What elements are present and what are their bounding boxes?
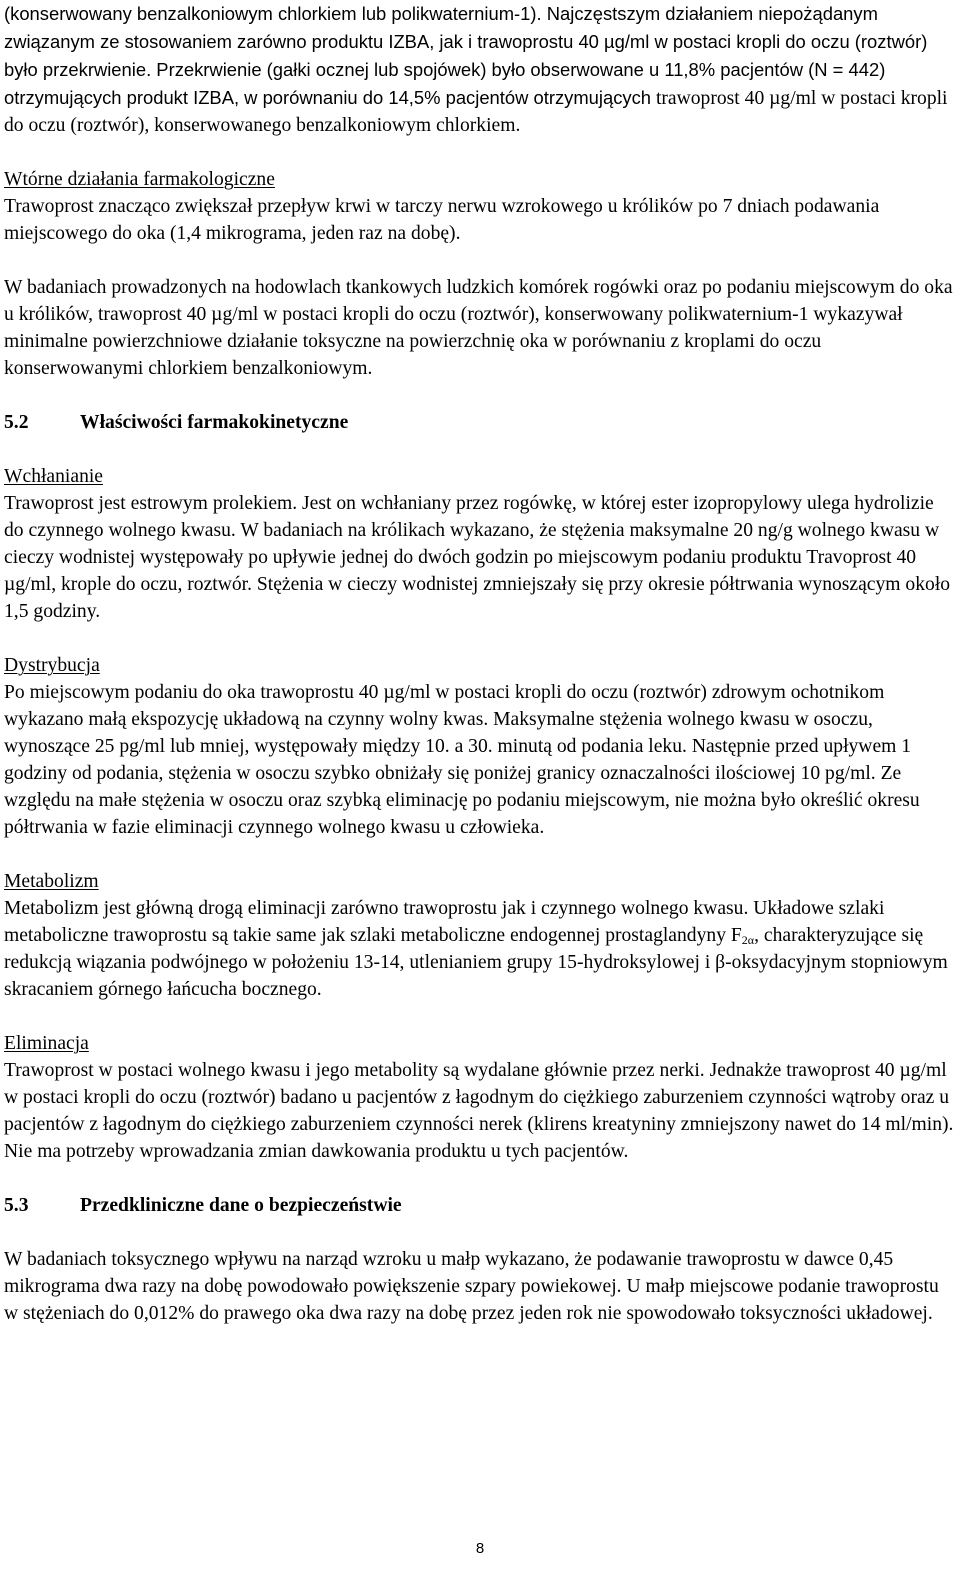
distribution-section (4, 652, 956, 841)
metabolism-text-before: Metabolizm jest główną drogą eliminacji zarówno trawoprostu jak i czynnego wolnego kwasu. Układowe szlaki metaboliczne trawoprostu są takie same jak szlaki metaboliczne endogennej prostaglandyny F (4, 898, 885, 946)
section-title: Przedkliniczne dane o bezpieczeństwie (80, 1195, 402, 1216)
absorption-heading: Wchłanianie (4, 466, 104, 487)
secondary-pharmacology-heading: Wtórne działania farmakologiczne (4, 169, 275, 190)
cell-studies-paragraph: W badaniach prowadzonych na hodowlach tkankowych ludzkich komórek rogówki oraz po podaniu miejscowym do oka u królików, trawoprost 40 µg/ml w postaci kropli do oczu (roztwór), konserwowany polikwaternium-1 wykazywał minimalne powierzchniowe działanie toksyczne na powierzchnię oka w porównaniu z kroplami do oczu konserwowanymi chlorkiem benzalkoniowym. (4, 277, 953, 379)
elimination-paragraph: Trawoprost w postaci wolnego kwasu i jego metabolity są wydalane głównie przez nerki. Jednakże trawoprost 40 µg/ml w postaci kropli do oczu (roztwór) badano u pacjentów z łagodnym do ciężkiego zaburzeniem czynności wątroby oraz u pacjentów z łagodnym do ciężkiego zaburzeniem czynności nerek (klirens kreatyniny zmniejszony nawet do 14 ml/min). Nie ma potrzeby wprowadzania zmian dawkowania produktu u tych pacjentów. (4, 1060, 954, 1162)
page-number: 8 (475, 1540, 485, 1557)
section-number: 5.3 (4, 1195, 29, 1216)
section-5-2-heading (4, 409, 956, 436)
metabolism-text-after: , charakteryzujące się redukcją wiązania podwójnego w położeniu 13-14, utlenianiem grupy 15-hydroksylowej i β-oksydacyjnym stopniowym skracaniem górnego łańcucha bocznego. (4, 925, 948, 1000)
section-number: 5.2 (4, 412, 29, 433)
metabolism-subscript: 2α (741, 933, 755, 947)
elimination-section (4, 1030, 956, 1165)
intro-text-serif: trawoprost 40 µg/ml w postaci kropli do oczu (roztwór), konserwowanego benzalkoniowym chlorkiem. (4, 88, 948, 136)
intro-paragraph (4, 0, 956, 139)
elimination-heading: Eliminacja (4, 1033, 89, 1054)
metabolism-section (4, 868, 956, 1003)
intro-text-sans: (konserwowany benzalkoniowym chlorkiem lub polikwaternium-1). Najczęstszym działaniem niepożądanym związanym ze stosowaniem zarówno produktu IZBA, jak i trawoprostu 40 µg/ml w postaci kropli do oczu (roztwór) było przekrwienie. Przekrwienie (gałki ocznej lub spojówek) było obserwowane u 11,8% pacjentów (N = 442) otrzymujących produkt IZBA, w porównaniu do 14,5% pacjentów otrzymujących (4, 3, 928, 108)
secondary-pharmacology-section (4, 166, 956, 247)
secondary-pharmacology-paragraph: Trawoprost znacząco zwiększał przepływ krwi w tarczy nerwu wzrokowego u królików po 7 dniach podawania miejscowego do oka (1,4 mikrograma, jeden raz na dobę). (4, 196, 880, 244)
absorption-paragraph: Trawoprost jest estrowym prolekiem. Jest on wchłaniany przez rogówkę, w której ester izopropylowy ulega hydrolizie do czynnego wolnego kwasu. W badaniach na królikach wykazano, że stężenia maksymalne 20 ng/g wolnego kwasu w cieczy wodnistej występowały po upływie jednej do dwóch godzin po miejscowym podaniu produktu Travoprost 40 µg/ml, krople do oczu, roztwór. Stężenia w cieczy wodnistej zmniejszały się przy okresie półtrwania wynoszącym około 1,5 godziny. (4, 493, 951, 622)
section-5-3-heading (4, 1192, 956, 1219)
document-page (4, 0, 956, 1354)
metabolism-heading: Metabolizm (4, 871, 99, 892)
distribution-heading: Dystrybucja (4, 655, 100, 676)
distribution-paragraph: Po miejscowym podaniu do oka trawoprostu 40 µg/ml w postaci kropli do oczu (roztwór) zdrowym ochotnikom wykazano małą ekspozycję układową na czynny wolny kwas. Maksymalne stężenia wolnego kwasu w osoczu, wynoszące 25 pg/ml lub mniej, występowały między 10. a 30. minutą od podania leku. Następnie przed upływem 1 godziny od podania, stężenia w osoczu szybko obniżały się poniżej granicy oznaczalności ilościowej 10 pg/ml. Ze względu na małe stężenia w osoczu oraz szybką eliminację po podaniu miejscowym, nie można było określić okresu półtrwania w fazie eliminacji czynnego wolnego kwasu u człowieka. (4, 682, 920, 838)
metabolism-paragraph (4, 895, 956, 1003)
preclinical-paragraph: W badaniach toksycznego wpływu na narząd wzroku u małp wykazano, że podawanie trawoprostu w dawce 0,45 mikrograma dwa razy na dobę powodowało powiększenie szpary powiekowej. U małp miejscowe podanie trawoprostu w stężeniach do 0,012% do prawego oka dwa razy na dobę przez jeden rok nie spowodowało toksyczności układowej. (4, 1249, 939, 1324)
absorption-section (4, 463, 956, 625)
section-title: Właściwości farmakokinetyczne (80, 412, 349, 433)
